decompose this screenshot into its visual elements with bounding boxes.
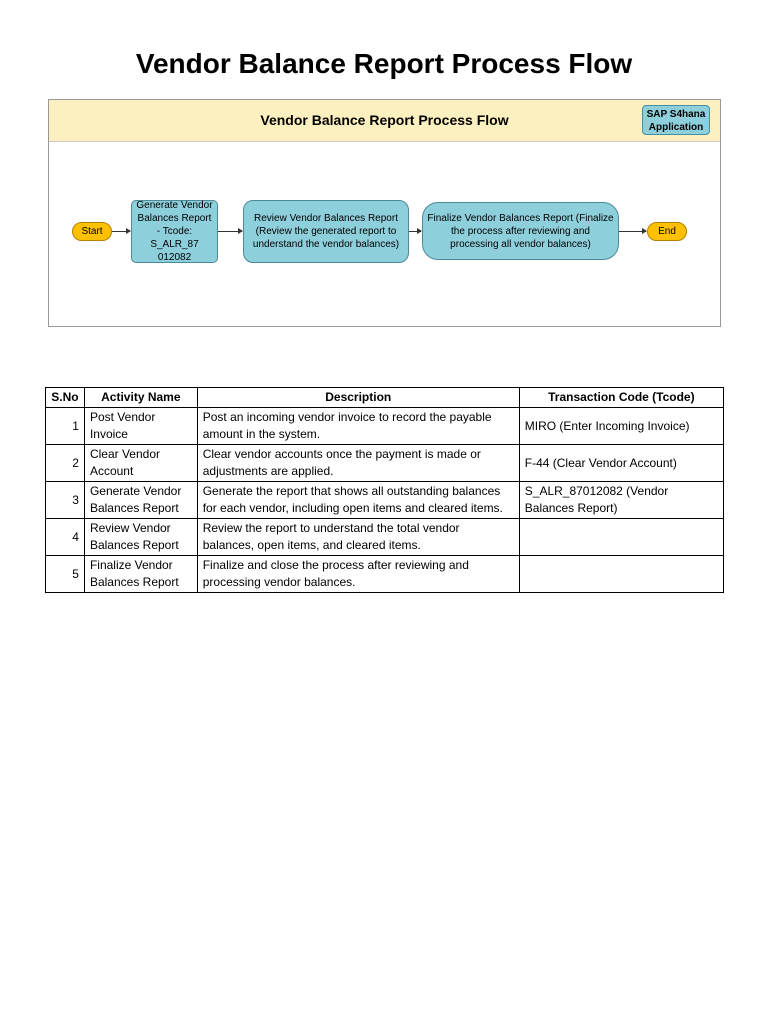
end-node: End [647,222,687,241]
cell-description: Generate the report that shows all outstanding balances for each vendor, including open items and cleared items. [197,482,519,519]
cell-description: Finalize and close the process after reviewing and processing vendor balances. [197,556,519,593]
activity-table [45,387,724,593]
arrow-step2-to-step3 [409,231,421,232]
table-row [46,408,724,445]
cell-tcode [519,519,723,556]
cell-sno: 5 [46,556,85,593]
cell-sno: 4 [46,519,85,556]
cell-sno: 1 [46,408,85,445]
cell-description: Clear vendor accounts once the payment is made or adjustments are applied. [197,445,519,482]
header-sno: S.No [46,388,85,408]
process-flow-diagram [48,99,721,327]
cell-tcode: S_ALR_87012082 (Vendor Balances Report) [519,482,723,519]
table-header-row [46,388,724,408]
cell-activity: Generate Vendor Balances Report [84,482,197,519]
cell-activity: Finalize Vendor Balances Report [84,556,197,593]
cell-activity: Review Vendor Balances Report [84,519,197,556]
cell-sno: 2 [46,445,85,482]
step-finalize-report: Finalize Vendor Balances Report (Finalize the process after reviewing and processing all vendor balances) [422,202,619,260]
cell-tcode: F-44 (Clear Vendor Account) [519,445,723,482]
arrow-step3-to-end [619,231,646,232]
diagram-title: Vendor Balance Report Process Flow [260,112,509,128]
table-row [46,519,724,556]
badge-line-2: Application [648,122,704,133]
cell-description: Post an incoming vendor invoice to record the payable amount in the system. [197,408,519,445]
cell-sno: 3 [46,482,85,519]
cell-description: Review the report to understand the total vendor balances, open items, and cleared items. [197,519,519,556]
badge-line-1: SAP S4hana [646,109,706,120]
start-node: Start [72,222,112,241]
arrow-start-to-step1 [112,231,130,232]
header-transaction-code: Transaction Code (Tcode) [519,388,723,408]
table-row [46,482,724,519]
cell-tcode [519,556,723,593]
table-row [46,556,724,593]
step-generate-report: Generate Vendor Balances Report - Tcode: S_ALR_87 012082 [131,200,218,263]
step-review-report: Review Vendor Balances Report (Review the generated report to understand the vendor balances) [243,200,409,263]
sap-application-badge [642,105,710,135]
cell-activity: Clear Vendor Account [84,445,197,482]
header-description: Description [197,388,519,408]
diagram-header [49,100,720,142]
page-title: Vendor Balance Report Process Flow [135,48,633,79]
cell-activity: Post Vendor Invoice [84,408,197,445]
arrow-step1-to-step2 [218,231,242,232]
cell-tcode: MIRO (Enter Incoming Invoice) [519,408,723,445]
header-activity-name: Activity Name [84,388,197,408]
table-row [46,445,724,482]
